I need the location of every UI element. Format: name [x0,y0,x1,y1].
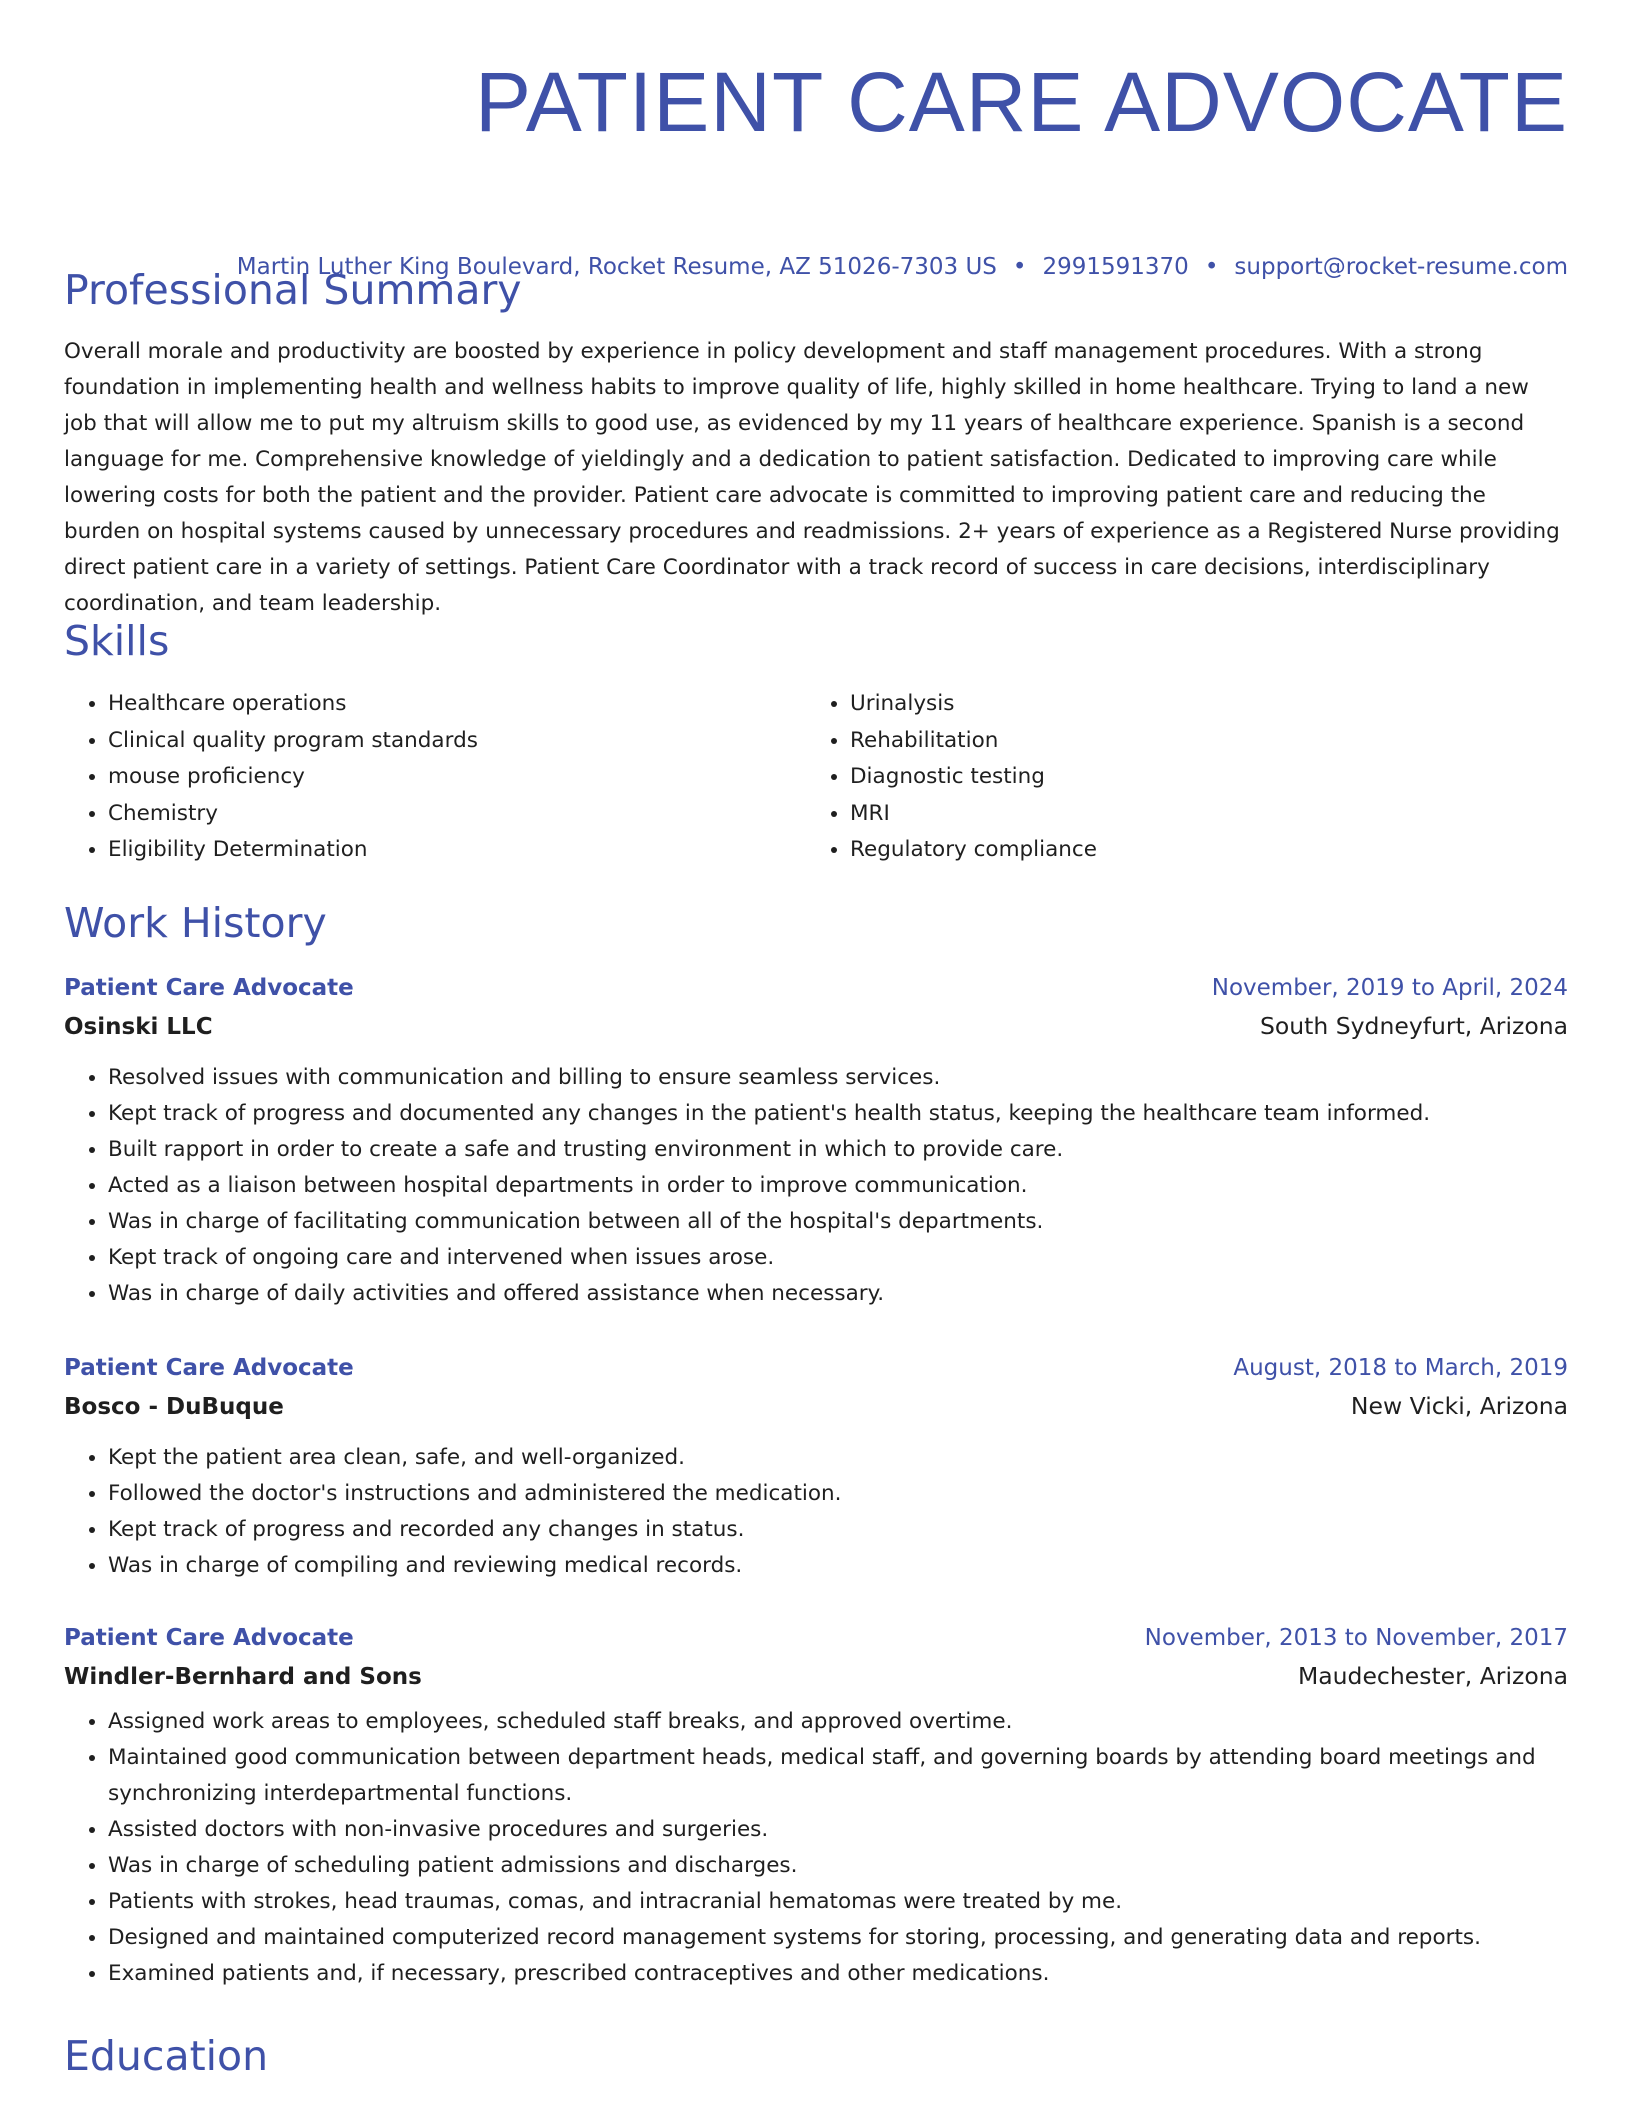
address: Martin Luther King Boulevard, Rocket Resume, AZ 51026-7303 US [236,254,997,280]
skill-item: • Chemistry [108,796,806,833]
job-bullet: • Resolved issues with communication and billing to ensure seamless services. [108,1060,1568,1096]
job-bullet: • Followed the doctor's instructions and administered the medication. [108,1476,1568,1512]
job-bullet: • Was in charge of compiling and reviewing medical records. [108,1548,1568,1584]
email-link[interactable]: support@rocket-resume.com [1234,254,1568,280]
skill-item: • MRI [850,796,1548,833]
job-bullet: • Assigned work areas to employees, scheduled staff breaks, and approved overtime. [108,1704,1568,1740]
job-bullet: • Maintained good communication between department heads, medical staff, and governing boards by attending board meetings and synchronizing interdepartmental functions. [108,1740,1568,1812]
job-title: Patient Care Advocate [64,1355,354,1381]
job-bullet: • Examined patients and, if necessary, prescribed contraceptives and other medications. [108,1956,1568,1992]
skill-item: • Eligibility Determination [108,832,806,869]
separator-dot: • [1012,254,1027,280]
skill-item: • Healthcare operations [108,686,806,723]
job-bullets [64,1704,1568,1992]
skill-item: • Rehabilitation [850,723,1548,760]
job-bullet: • Kept track of progress and documented any changes in the patient's health status, keeping the healthcare team informed. [108,1096,1568,1132]
job-dates: November, 2019 to April, 2024 [1211,975,1568,1001]
job-location: South Sydneyfurt, Arizona [1259,1012,1568,1040]
job-title: Patient Care Advocate [64,975,354,1001]
skill-item: • Clinical quality program standards [108,723,806,760]
job-bullets [64,1440,1568,1584]
job-bullet: • Was in charge of scheduling patient admissions and discharges. [108,1848,1568,1884]
resume-header [64,0,1568,152]
job-entry [64,1349,1568,1584]
job-dates: November, 2013 to November, 2017 [1144,1625,1568,1651]
job-bullet: • Built rapport in order to create a safe and trusting environment in which to provide care. [108,1132,1568,1168]
job-company: Bosco - DuBuque [64,1394,284,1420]
skills-column-left [64,686,806,869]
candidate-title: PATIENT CARE ADVOCATE [475,55,1568,149]
job-bullet: • Kept the patient area clean, safe, and well-organized. [108,1440,1568,1476]
section-title-skills: Skills [64,617,170,665]
job-bullets [64,1060,1568,1312]
job-location: Maudechester, Arizona [1297,1662,1568,1690]
job-bullet: • Was in charge of facilitating communication between all of the hospital's departments. [108,1204,1568,1240]
section-title-work-history: Work History [64,899,327,947]
job-bullet: • Kept track of progress and recorded any changes in status. [108,1512,1568,1548]
skill-item: • Diagnostic testing [850,759,1548,796]
job-company: Osinski LLC [64,1014,213,1040]
job-bullet: • Was in charge of daily activities and offered assistance when necessary. [108,1276,1568,1312]
section-title-summary: Professional Summary [64,266,522,314]
job-bullet: • Kept track of ongoing care and intervened when issues arose. [108,1240,1568,1276]
job-bullet: • Patients with strokes, head traumas, comas, and intracranial hematomas were treated by me. [108,1884,1568,1920]
job-bullet: • Assisted doctors with non-invasive procedures and surgeries. [108,1812,1568,1848]
skills-column-right [806,686,1548,869]
job-bullet: • Designed and maintained computerized record management systems for storing, processing, and generating data and reports. [108,1920,1568,1956]
skill-item: • Regulatory compliance [850,832,1548,869]
job-bullet: • Acted as a liaison between hospital departments in order to improve communication. [108,1168,1568,1204]
job-title: Patient Care Advocate [64,1625,354,1651]
separator-dot: • [1204,254,1219,280]
phone: 2991591370 [1042,254,1189,280]
section-title-education: Education [64,2032,269,2080]
job-location: New Vicki, Arizona [1350,1392,1568,1420]
job-entry [64,969,1568,1312]
job-company: Windler-Bernhard and Sons [64,1664,422,1690]
job-dates: August, 2018 to March, 2019 [1233,1355,1568,1381]
skill-item: • Urinalysis [850,686,1548,723]
skill-item: • mouse proficiency [108,759,806,796]
job-entry [64,1619,1568,1992]
summary-text: Overall morale and productivity are boosted by experience in policy development and staff management procedures. With a strong foundation in implementing health and wellness habits to improve quality of life, highly skilled in home healthcare. Trying to land a new job that will allow me to put my altruism skills to good use, as evidenced by my 11 years of healthcare experience. Spanish is a second language for me. Comprehensive knowledge of yieldingly and a dedication to patient satisfaction. Dedicated to improving care while lowering costs for both the patient and the provider. Patient care advocate is committed to improving patient care and reducing the burden on hospital systems caused by unnecessary procedures and readmissions. 2+ years of experience as a Registered Nurse providing direct patient care in a variety of settings. Patient Care Coordinator with a track record of success in care decisions, interdisciplinary coordination, and team leadership. [64,339,1560,616]
skills-list [64,686,1568,869]
